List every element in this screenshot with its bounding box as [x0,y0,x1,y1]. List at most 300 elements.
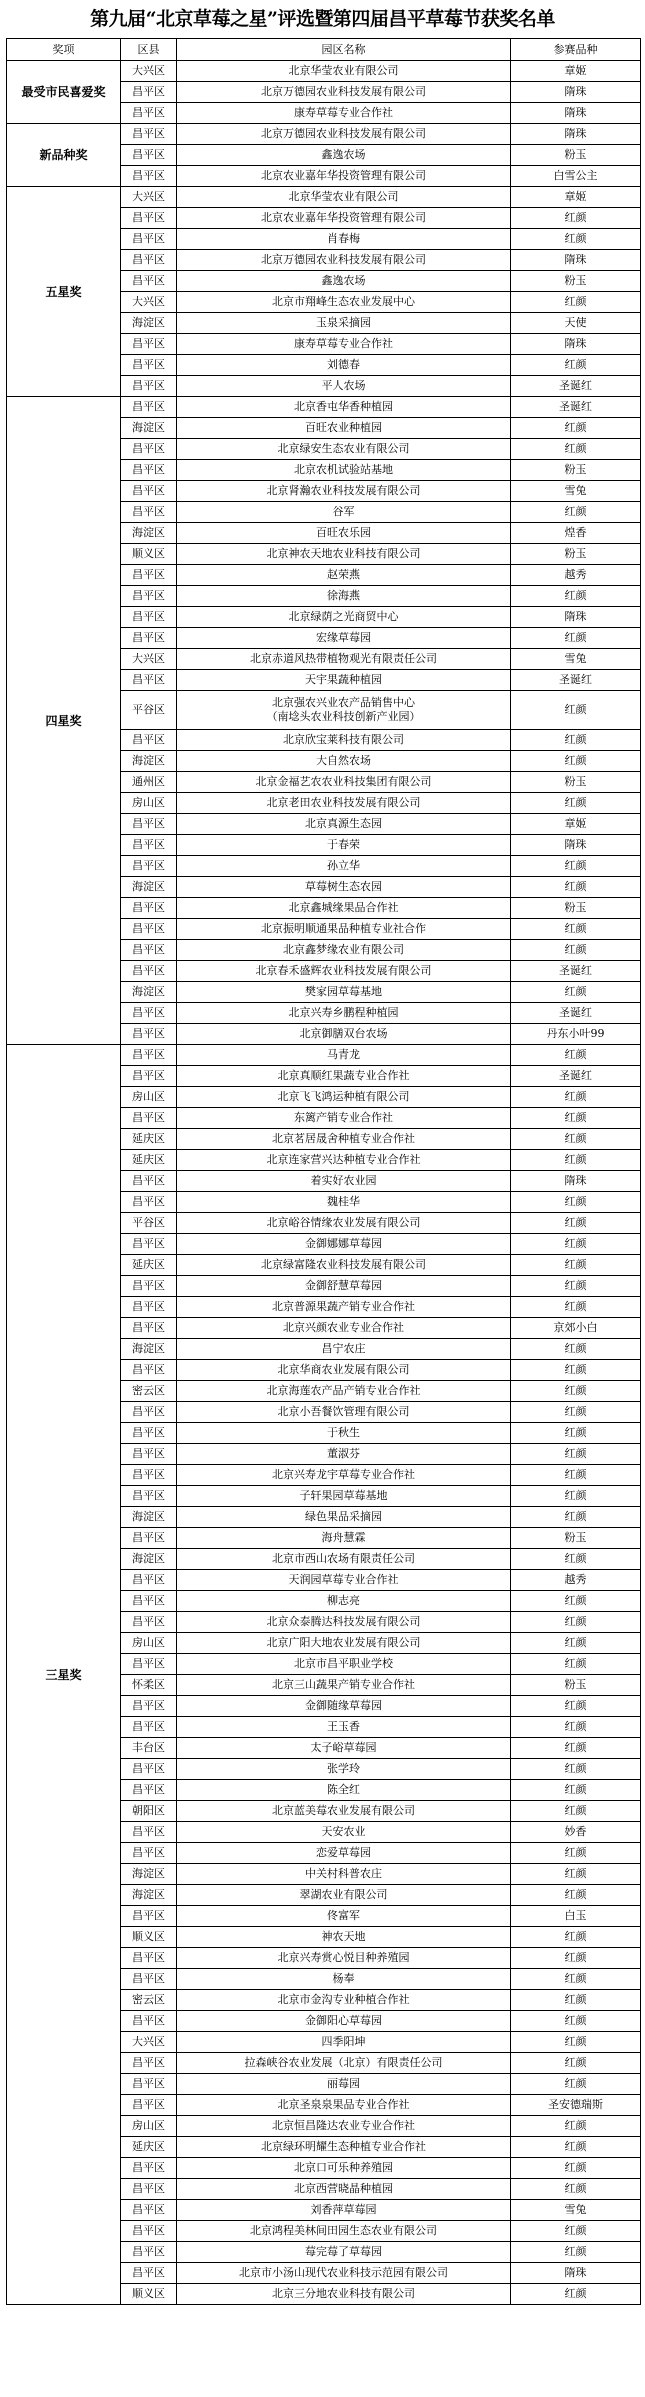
variety-cell: 红颜 [511,2221,641,2242]
park-name-cell: 恋爱草莓园 [177,1843,511,1864]
district-cell: 昌平区 [121,250,177,271]
district-cell: 昌平区 [121,1066,177,1087]
district-cell: 昌平区 [121,1318,177,1339]
district-cell: 昌平区 [121,1171,177,1192]
park-name-cell: 金御随缘草莓园 [177,1696,511,1717]
park-name-cell: 百旺农乐园 [177,523,511,544]
park-name-cell: 平人农场 [177,376,511,397]
district-cell: 昌平区 [121,103,177,124]
variety-cell: 粉玉 [511,772,641,793]
variety-cell: 红颜 [511,1423,641,1444]
district-cell: 昌平区 [121,1465,177,1486]
park-name-cell: 草莓树生态农园 [177,877,511,898]
park-name-cell: 北京兴颜农业专业合作社 [177,1318,511,1339]
variety-cell: 隋珠 [511,82,641,103]
park-name-cell: 北京农业嘉年华投资管理有限公司 [177,208,511,229]
variety-cell: 红颜 [511,2053,641,2074]
district-cell: 海淀区 [121,313,177,334]
table-body [7,61,641,2305]
variety-cell: 白玉 [511,1906,641,1927]
variety-cell: 红颜 [511,2242,641,2263]
district-cell: 昌平区 [121,1780,177,1801]
header-variety: 参赛品种 [511,39,641,61]
district-cell: 昌平区 [121,1654,177,1675]
park-name-cell: 张学玲 [177,1759,511,1780]
park-name-cell: 北京金福艺农农业科技集团有限公司 [177,772,511,793]
variety-cell: 隋珠 [511,103,641,124]
park-name-cell: 于秋生 [177,1423,511,1444]
variety-cell: 红颜 [511,940,641,961]
park-name-cell: 于春荣 [177,835,511,856]
district-cell: 昌平区 [121,2074,177,2095]
park-name-cell: 柳志亮 [177,1591,511,1612]
district-cell: 昌平区 [121,856,177,877]
park-name-cell: 玉泉采摘园 [177,313,511,334]
district-cell: 昌平区 [121,961,177,982]
park-name-cell: 北京真顺红果蔬专业合作社 [177,1066,511,1087]
variety-cell: 红颜 [511,1150,641,1171]
variety-cell: 雪兔 [511,481,641,502]
variety-cell: 红颜 [511,502,641,523]
variety-cell: 红颜 [511,1087,641,1108]
variety-cell: 红颜 [511,292,641,313]
variety-cell: 红颜 [511,2011,641,2032]
variety-cell: 圣诞红 [511,670,641,691]
district-cell: 昌平区 [121,1192,177,1213]
variety-cell: 红颜 [511,856,641,877]
park-name-cell: 北京鸿程美林间田园生态农业有限公司 [177,2221,511,2242]
variety-cell: 红颜 [511,1486,641,1507]
table-row [7,61,641,82]
district-cell: 昌平区 [121,1234,177,1255]
park-name-cell: 赵荣燕 [177,565,511,586]
park-name-cell: 北京御膳双台农场 [177,1024,511,1045]
district-cell: 海淀区 [121,418,177,439]
district-cell: 海淀区 [121,982,177,1003]
park-name-cell: 康寿草莓专业合作社 [177,103,511,124]
variety-cell: 越秀 [511,1570,641,1591]
park-name-cell: 马青龙 [177,1045,511,1066]
park-name-cell: 北京农业嘉年华投资管理有限公司 [177,166,511,187]
park-name-cell: 北京华莹农业有限公司 [177,61,511,82]
district-cell: 昌平区 [121,2095,177,2116]
variety-cell: 红颜 [511,1339,641,1360]
park-name-cell: 樊家园草莓基地 [177,982,511,1003]
district-cell: 延庆区 [121,1129,177,1150]
variety-cell: 红颜 [511,1297,641,1318]
variety-cell: 红颜 [511,1381,641,1402]
park-name-cell: 刘香萍草莓园 [177,2200,511,2221]
variety-cell: 圣安德瑞斯 [511,2095,641,2116]
district-cell: 昌平区 [121,1717,177,1738]
variety-cell: 妙香 [511,1822,641,1843]
award-category: 最受市民喜爱奖 [7,61,121,124]
district-cell: 昌平区 [121,1444,177,1465]
variety-cell: 雪兔 [511,2200,641,2221]
district-cell: 延庆区 [121,2137,177,2158]
park-name-cell: 北京兴寿赏心悦目种养殖园 [177,1948,511,1969]
variety-cell: 红颜 [511,1507,641,1528]
district-cell: 昌平区 [121,898,177,919]
district-cell: 昌平区 [121,1024,177,1045]
park-name-cell: 北京飞飞鸿运种植有限公司 [177,1087,511,1108]
park-name-cell: 北京市小汤山现代农业科技示范园有限公司 [177,2263,511,2284]
variety-cell: 隋珠 [511,334,641,355]
park-name-cell: 北京市翔峰生态农业发展中心 [177,292,511,313]
park-name-cell: 北京绿荫之光商贸中心 [177,607,511,628]
variety-cell: 隋珠 [511,1171,641,1192]
park-name-cell: 徐海燕 [177,586,511,607]
district-cell: 海淀区 [121,1864,177,1885]
district-cell: 通州区 [121,772,177,793]
variety-cell: 红颜 [511,2284,641,2305]
variety-cell: 红颜 [511,1129,641,1150]
variety-cell: 红颜 [511,1696,641,1717]
district-cell: 大兴区 [121,61,177,82]
variety-cell: 粉玉 [511,1675,641,1696]
variety-cell: 章姬 [511,814,641,835]
park-name-cell: 北京兴寿乡鹏程种植园 [177,1003,511,1024]
park-name-cell: 康寿草莓专业合作社 [177,334,511,355]
park-name-cell: 北京绿环明耀生态种植专业合作社 [177,2137,511,2158]
header-park-name: 园区名称 [177,39,511,61]
district-cell: 昌平区 [121,1276,177,1297]
variety-cell: 红颜 [511,586,641,607]
variety-cell: 红颜 [511,418,641,439]
district-cell: 顺义区 [121,1927,177,1948]
variety-cell: 粉玉 [511,1528,641,1549]
district-cell: 昌平区 [121,1297,177,1318]
park-name-cell: 太子峪草莓园 [177,1738,511,1759]
variety-cell: 红颜 [511,2179,641,2200]
variety-cell: 红颜 [511,1717,641,1738]
district-cell: 昌平区 [121,1591,177,1612]
park-name-cell: 董淑芬 [177,1444,511,1465]
district-cell: 海淀区 [121,1339,177,1360]
district-cell: 昌平区 [121,586,177,607]
district-cell: 昌平区 [121,2053,177,2074]
variety-cell: 红颜 [511,1969,641,1990]
variety-cell: 红颜 [511,1591,641,1612]
variety-cell: 红颜 [511,439,641,460]
variety-cell: 丹东小叶99 [511,1024,641,1045]
district-cell: 密云区 [121,1990,177,2011]
district-cell: 昌平区 [121,460,177,481]
district-cell: 昌平区 [121,1759,177,1780]
district-cell: 海淀区 [121,877,177,898]
district-cell: 顺义区 [121,2284,177,2305]
park-name-cell: 北京春禾盛辉农业科技发展有限公司 [177,961,511,982]
district-cell: 昌平区 [121,565,177,586]
park-name-cell: 金御娜娜草莓园 [177,1234,511,1255]
district-cell: 顺义区 [121,544,177,565]
district-cell: 昌平区 [121,1612,177,1633]
district-cell: 昌平区 [121,1969,177,1990]
park-name-cell: 拉森峡谷农业发展（北京）有限责任公司 [177,2053,511,2074]
park-name-cell: 北京市西山农场有限责任公司 [177,1549,511,1570]
variety-cell: 隋珠 [511,835,641,856]
park-name-cell: 北京万德园农业科技发展有限公司 [177,82,511,103]
variety-cell: 越秀 [511,565,641,586]
variety-cell: 红颜 [511,1780,641,1801]
variety-cell: 京郊小白 [511,1318,641,1339]
district-cell: 昌平区 [121,1003,177,1024]
variety-cell: 红颜 [511,982,641,1003]
park-name-cell: 北京市金沟专业种植合作社 [177,1990,511,2011]
district-cell: 昌平区 [121,502,177,523]
variety-cell: 圣诞红 [511,1003,641,1024]
district-cell: 昌平区 [121,2158,177,2179]
park-name-cell: 神农天地 [177,1927,511,1948]
district-cell: 昌平区 [121,355,177,376]
district-cell: 昌平区 [121,1948,177,1969]
park-name-cell: 北京圣泉泉果品专业合作社 [177,2095,511,2116]
variety-cell: 红颜 [511,355,641,376]
district-cell: 昌平区 [121,208,177,229]
variety-cell: 粉玉 [511,460,641,481]
park-name-cell: 四季阳坤 [177,2032,511,2053]
park-name-cell: 天润园草莓专业合作社 [177,1570,511,1591]
park-name-cell: 北京华商农业发展有限公司 [177,1360,511,1381]
park-name-cell: 魏桂华 [177,1192,511,1213]
variety-cell: 红颜 [511,1549,641,1570]
park-name-cell: 天安农业 [177,1822,511,1843]
district-cell: 昌平区 [121,1360,177,1381]
district-cell: 海淀区 [121,1549,177,1570]
park-name-cell: 北京三分地农业科技有限公司 [177,2284,511,2305]
district-cell: 平谷区 [121,1213,177,1234]
district-cell: 昌平区 [121,166,177,187]
park-name-cell: 北京真源生态园 [177,814,511,835]
variety-cell: 红颜 [511,1360,641,1381]
award-category: 三星奖 [7,1045,121,2305]
park-name-cell: 孙立华 [177,856,511,877]
table-row [7,124,641,145]
park-name-cell: 北京振明顺通果品种植专业社合作 [177,919,511,940]
variety-cell: 红颜 [511,1654,641,1675]
variety-cell: 红颜 [511,2158,641,2179]
district-cell: 昌平区 [121,1906,177,1927]
district-cell: 昌平区 [121,1843,177,1864]
district-cell: 昌平区 [121,1822,177,1843]
district-cell: 平谷区 [121,691,177,730]
variety-cell: 隋珠 [511,124,641,145]
park-name-cell: 佟富军 [177,1906,511,1927]
district-cell: 海淀区 [121,1507,177,1528]
park-name-cell: 北京强农兴业农产品销售中心 （南埝头农业科技创新产业园） [177,691,511,730]
table-row [7,1045,641,1066]
district-cell: 昌平区 [121,730,177,751]
variety-cell: 红颜 [511,2074,641,2095]
award-category: 新品种奖 [7,124,121,187]
park-name-cell: 昌宁农庄 [177,1339,511,1360]
park-name-cell: 天宇果蔬种植园 [177,670,511,691]
variety-cell: 隋珠 [511,607,641,628]
variety-cell: 隋珠 [511,2263,641,2284]
award-table [6,38,641,2305]
district-cell: 怀柔区 [121,1675,177,1696]
variety-cell: 红颜 [511,919,641,940]
district-cell: 昌平区 [121,397,177,418]
district-cell: 昌平区 [121,2263,177,2284]
park-name-cell: 北京口可乐种养殖园 [177,2158,511,2179]
variety-cell: 粉玉 [511,145,641,166]
park-name-cell: 北京小吾餐饮管理有限公司 [177,1402,511,1423]
park-name-cell: 丽莓园 [177,2074,511,2095]
park-name-cell: 北京绿安生态农业有限公司 [177,439,511,460]
park-name-cell: 北京香屯华香种植园 [177,397,511,418]
variety-cell: 红颜 [511,1612,641,1633]
district-cell: 大兴区 [121,187,177,208]
variety-cell: 红颜 [511,208,641,229]
variety-cell: 雪兔 [511,649,641,670]
variety-cell: 红颜 [511,2137,641,2158]
district-cell: 密云区 [121,1381,177,1402]
park-name-cell: 北京万德园农业科技发展有限公司 [177,250,511,271]
park-name-cell: 北京市昌平职业学校 [177,1654,511,1675]
district-cell: 海淀区 [121,1885,177,1906]
variety-cell: 圣诞红 [511,376,641,397]
park-name-cell: 北京神农天地农业科技有限公司 [177,544,511,565]
park-name-cell: 北京广阳大地农业发展有限公司 [177,1633,511,1654]
district-cell: 昌平区 [121,145,177,166]
park-name-cell: 肖春梅 [177,229,511,250]
district-cell: 昌平区 [121,2179,177,2200]
district-cell: 昌平区 [121,2011,177,2032]
park-name-cell: 北京万德园农业科技发展有限公司 [177,124,511,145]
park-name-cell: 中关村科普农庄 [177,1864,511,1885]
variety-cell: 章姬 [511,187,641,208]
header-district: 区县 [121,39,177,61]
variety-cell: 天使 [511,313,641,334]
variety-cell: 圣诞红 [511,397,641,418]
district-cell: 昌平区 [121,1570,177,1591]
variety-cell: 红颜 [511,1738,641,1759]
park-name-cell: 北京华莹农业有限公司 [177,187,511,208]
district-cell: 昌平区 [121,1528,177,1549]
park-name-cell: 北京众泰腾达科技发展有限公司 [177,1612,511,1633]
variety-cell: 红颜 [511,1864,641,1885]
variety-cell: 红颜 [511,1255,641,1276]
district-cell: 昌平区 [121,82,177,103]
table-header-row [7,39,641,61]
award-category: 五星奖 [7,187,121,397]
variety-cell: 红颜 [511,751,641,772]
district-cell: 房山区 [121,1087,177,1108]
variety-cell: 煌香 [511,523,641,544]
district-cell: 昌平区 [121,1696,177,1717]
park-name-cell: 北京兴寿龙宇草莓专业合作社 [177,1465,511,1486]
park-name-cell: 北京茗居晟舍种植专业合作社 [177,1129,511,1150]
park-name-cell: 海舟慧霖 [177,1528,511,1549]
variety-cell: 红颜 [511,1108,641,1129]
variety-cell: 红颜 [511,1234,641,1255]
variety-cell: 粉玉 [511,544,641,565]
district-cell: 昌平区 [121,334,177,355]
park-name-cell: 鑫逸农场 [177,145,511,166]
variety-cell: 红颜 [511,1045,641,1066]
district-cell: 昌平区 [121,670,177,691]
park-name-cell: 北京西营晓晶种植园 [177,2179,511,2200]
variety-cell: 红颜 [511,2032,641,2053]
district-cell: 昌平区 [121,628,177,649]
variety-cell: 红颜 [511,691,641,730]
variety-cell: 圣诞红 [511,1066,641,1087]
district-cell: 房山区 [121,793,177,814]
district-cell: 昌平区 [121,271,177,292]
district-cell: 昌平区 [121,1108,177,1129]
park-name-cell: 北京欣宝莱科技有限公司 [177,730,511,751]
district-cell: 昌平区 [121,940,177,961]
district-cell: 昌平区 [121,607,177,628]
park-name-cell: 子轩果园草莓基地 [177,1486,511,1507]
variety-cell: 隋珠 [511,250,641,271]
variety-cell: 红颜 [511,1885,641,1906]
variety-cell: 红颜 [511,730,641,751]
park-name-cell: 北京鑫梦缘农业有限公司 [177,940,511,961]
park-name-cell: 北京肾瀚农业科技发展有限公司 [177,481,511,502]
variety-cell: 粉玉 [511,271,641,292]
table-row [7,187,641,208]
award-category: 四星奖 [7,397,121,1045]
district-cell: 朝阳区 [121,1801,177,1822]
park-name-cell: 着实好农业园 [177,1171,511,1192]
park-name-cell: 绿色果品采摘园 [177,1507,511,1528]
park-name-cell: 北京绿富隆农业科技发展有限公司 [177,1255,511,1276]
variety-cell: 红颜 [511,877,641,898]
park-name-cell: 谷军 [177,502,511,523]
variety-cell: 红颜 [511,229,641,250]
district-cell: 昌平区 [121,1402,177,1423]
district-cell: 延庆区 [121,1150,177,1171]
district-cell: 房山区 [121,2116,177,2137]
district-cell: 延庆区 [121,1255,177,1276]
district-cell: 昌平区 [121,2200,177,2221]
district-cell: 大兴区 [121,649,177,670]
page-title: 第九届“北京草莓之星”评选暨第四届昌平草莓节获奖名单 [90,8,555,30]
district-cell: 昌平区 [121,376,177,397]
district-cell: 大兴区 [121,2032,177,2053]
variety-cell: 红颜 [511,793,641,814]
park-name-cell: 金御舒慧草莓园 [177,1276,511,1297]
park-name-cell: 莓完莓了草莓园 [177,2242,511,2263]
park-name-cell: 金御阳心草莓园 [177,2011,511,2032]
variety-cell: 红颜 [511,1927,641,1948]
park-name-cell: 北京鑫城缘果品合作社 [177,898,511,919]
park-name-cell: 王玉香 [177,1717,511,1738]
variety-cell: 圣诞红 [511,961,641,982]
variety-cell: 粉玉 [511,898,641,919]
district-cell: 房山区 [121,1633,177,1654]
district-cell: 昌平区 [121,481,177,502]
park-name-cell: 东篱产销专业合作社 [177,1108,511,1129]
district-cell: 昌平区 [121,835,177,856]
variety-cell: 红颜 [511,2116,641,2137]
variety-cell: 红颜 [511,628,641,649]
variety-cell: 红颜 [511,1759,641,1780]
park-name-cell: 宏缘草莓园 [177,628,511,649]
variety-cell: 红颜 [511,1276,641,1297]
park-name-cell: 北京连家营兴达种植专业合作社 [177,1150,511,1171]
park-name-cell: 鑫逸农场 [177,271,511,292]
variety-cell: 红颜 [511,1801,641,1822]
park-name-cell: 北京峪谷情缘农业发展有限公司 [177,1213,511,1234]
district-cell: 丰台区 [121,1738,177,1759]
district-cell: 大兴区 [121,292,177,313]
park-name-cell: 北京农机试验站基地 [177,460,511,481]
district-cell: 昌平区 [121,1423,177,1444]
park-name-cell: 大自然农场 [177,751,511,772]
